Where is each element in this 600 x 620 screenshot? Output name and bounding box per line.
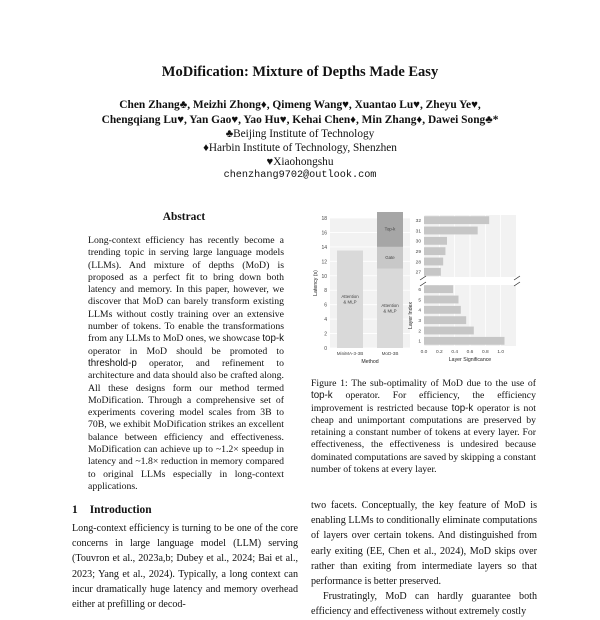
y-tick-label: 16 xyxy=(321,230,327,237)
significance-bar xyxy=(424,327,474,335)
authors-line-1: Chen Zhang♣, Meizhi Zhong♦, Qimeng Wang♥, Xuantao Lu♥, Zheyu Ye♥, xyxy=(119,99,481,111)
significance-bar xyxy=(424,247,445,255)
abstract-threshold: threshold-p xyxy=(88,357,137,369)
y-tick-label: 14 xyxy=(321,244,327,251)
x-tick-label: 0.0 xyxy=(420,350,428,355)
y-axis-label: Latency (s) xyxy=(313,270,319,296)
segment-label: Top-k xyxy=(384,226,396,232)
author-list xyxy=(60,98,540,128)
latency-chart xyxy=(313,212,410,365)
paper-title: MoDification: Mixture of Depths Made Easy xyxy=(161,64,439,80)
segment-label: Attention xyxy=(341,294,359,299)
significance-bar xyxy=(424,258,443,266)
caption-part-3: operator is not cheap and unimportant computations are preserved by retaining a constant number of tokens at every layer. For effectiveness, the effectiveness is undesired because dominated computations are saved by skipping a constant number of tokens at every layer. xyxy=(311,402,537,476)
significance-bar xyxy=(424,316,466,324)
x-tick-label: 0.4 xyxy=(451,350,459,355)
caption-part-2: operator. For efficiency, the efficiency improvement is restricted because xyxy=(311,390,536,414)
x-tick-label: 1.0 xyxy=(497,350,505,355)
layer-tick-label: 6 xyxy=(418,287,421,293)
x-axis-label: Method xyxy=(361,359,379,365)
significance-bar xyxy=(424,337,505,345)
x-tick-label: 0.8 xyxy=(481,350,489,355)
layer-tick-label: 2 xyxy=(418,329,421,335)
layer-tick-label: 27 xyxy=(415,270,421,276)
x-tick-label: 0.6 xyxy=(466,350,474,355)
intro-number: 1 xyxy=(72,504,78,516)
axis-break-mark xyxy=(420,276,426,280)
layer-significance-chart xyxy=(408,215,520,363)
caption-part-1: Figure 1: The sub-optimality of MoD due to the use of xyxy=(311,378,536,389)
contact-email[interactable]: chenzhang9702@outlook.com xyxy=(223,170,377,181)
y-tick-label: 4 xyxy=(324,317,327,324)
layer-tick-label: 5 xyxy=(418,298,421,304)
y-tick-label: 6 xyxy=(324,302,327,309)
segment-label: & MLP xyxy=(343,299,357,305)
right-para-2: Frustratingly, MoD can hardly guarantee both efficiency and effectiveness without extremely costly xyxy=(311,591,537,618)
intro-heading xyxy=(72,504,152,516)
layer-tick-label: 31 xyxy=(415,229,421,235)
intro-text: Long-context efficiency is turning to be one of the core concerns in large language model (LLM) serving (Touvron et al., 2023a,b; Dubey et al., 2024; Bai et al., 2023; Yang et al., 2024). Typically, a long context can incur dramatically huge latency and memory overhead either at prefilling or decod- xyxy=(72,523,298,611)
y-tick-label: 0 xyxy=(324,346,327,352)
layer-tick-label: 1 xyxy=(418,339,421,345)
x-axis-label: Layer Significance xyxy=(448,357,492,363)
layer-tick-label: 32 xyxy=(415,218,421,224)
caption-topk-2: top-k xyxy=(451,402,474,414)
significance-bar xyxy=(424,306,461,314)
y-tick-label: 2 xyxy=(324,331,327,338)
y-tick-label: 12 xyxy=(321,259,327,266)
abstract-part-3: operator, and refinement to architecture and data should also be crafted along. All these designs form our method termed MoDification. Through a comprehensive set of experiments covering model scales from 3B to 70B, we exhibit MoDification strikes an excellent balance between efficiency and effectiveness. MoDification can achieve up to ~1.2× speedup in latency and ~1.8× reduction in memory compared to original LLMs especially in long-context applications. xyxy=(88,357,284,492)
figure-caption xyxy=(311,378,536,476)
layer-tick-label: 28 xyxy=(415,260,421,266)
layer-tick-label: 3 xyxy=(418,318,421,324)
layer-tick-label: 30 xyxy=(415,239,421,245)
y-axis-label: Layer Index xyxy=(408,301,414,330)
significance-bar xyxy=(424,216,489,224)
authors-line-2: Chengqiang Lu♥, Yan Gao♥, Yao Hu♥, Kehai Chen♦, Min Zhang♦, Dawei Song♣* xyxy=(101,114,499,126)
abstract-part-2: operator in MoD should be promoted to xyxy=(88,345,284,357)
significance-bar xyxy=(424,268,441,276)
affiliation-1: ♣Beijing Institute of Technology xyxy=(225,128,375,140)
abstract-text xyxy=(88,235,284,493)
abstract-heading: Abstract xyxy=(162,211,206,223)
right-para-1: two facets. Conceptually, the key feature of MoD is enabling LLMs to conditionally eliminate computations of layers over certain tokens. And distinguished from early exiting (EE, Chen et al., 2024), MoD skips over rather than exiting from intermediate layers so that performance is better preserved. xyxy=(311,500,537,588)
segment-label: Attention xyxy=(381,303,399,309)
significance-bar xyxy=(424,227,478,235)
significance-bar xyxy=(424,296,459,304)
caption-topk: top-k xyxy=(311,390,333,402)
right-column-text xyxy=(311,498,537,620)
segment-label: & MLP xyxy=(383,308,397,314)
layer-tick-label: 29 xyxy=(415,249,421,255)
significance-bar xyxy=(424,285,453,293)
figure-1 xyxy=(308,212,540,370)
intro-title: Introduction xyxy=(89,504,152,516)
layer-tick-label: 4 xyxy=(418,308,421,314)
y-tick-label: 18 xyxy=(321,216,327,222)
x-tick-label: MiniMA-3-3B xyxy=(336,351,364,356)
affiliation-2: ♦Harbin Institute of Technology, Shenzhen xyxy=(203,142,397,154)
abstract-topk: top-k xyxy=(262,333,284,345)
abstract-part-1: Long-context efficiency has recently become a trending topic in serving large language models (LLMs). And mixture of depths (MoD) is proposed as a perfect fit to bring down both latency and memory. In this paper, however, we discover that MoD can barely transform existing LLMs without costly training over an extensive number of tokens. To enable the transformations from any LLMs to MoD ones, we showcase xyxy=(88,235,284,345)
segment-label: Gate xyxy=(385,255,395,261)
x-tick-label: 0.2 xyxy=(435,350,443,355)
y-tick-label: 8 xyxy=(324,288,327,295)
significance-bar xyxy=(424,237,447,245)
axis-break-mark xyxy=(514,282,520,286)
affiliation-3: ♥Xiaohongshu xyxy=(266,156,334,168)
y-tick-label: 10 xyxy=(321,273,327,280)
x-tick-label: MoD-3B xyxy=(381,351,399,356)
